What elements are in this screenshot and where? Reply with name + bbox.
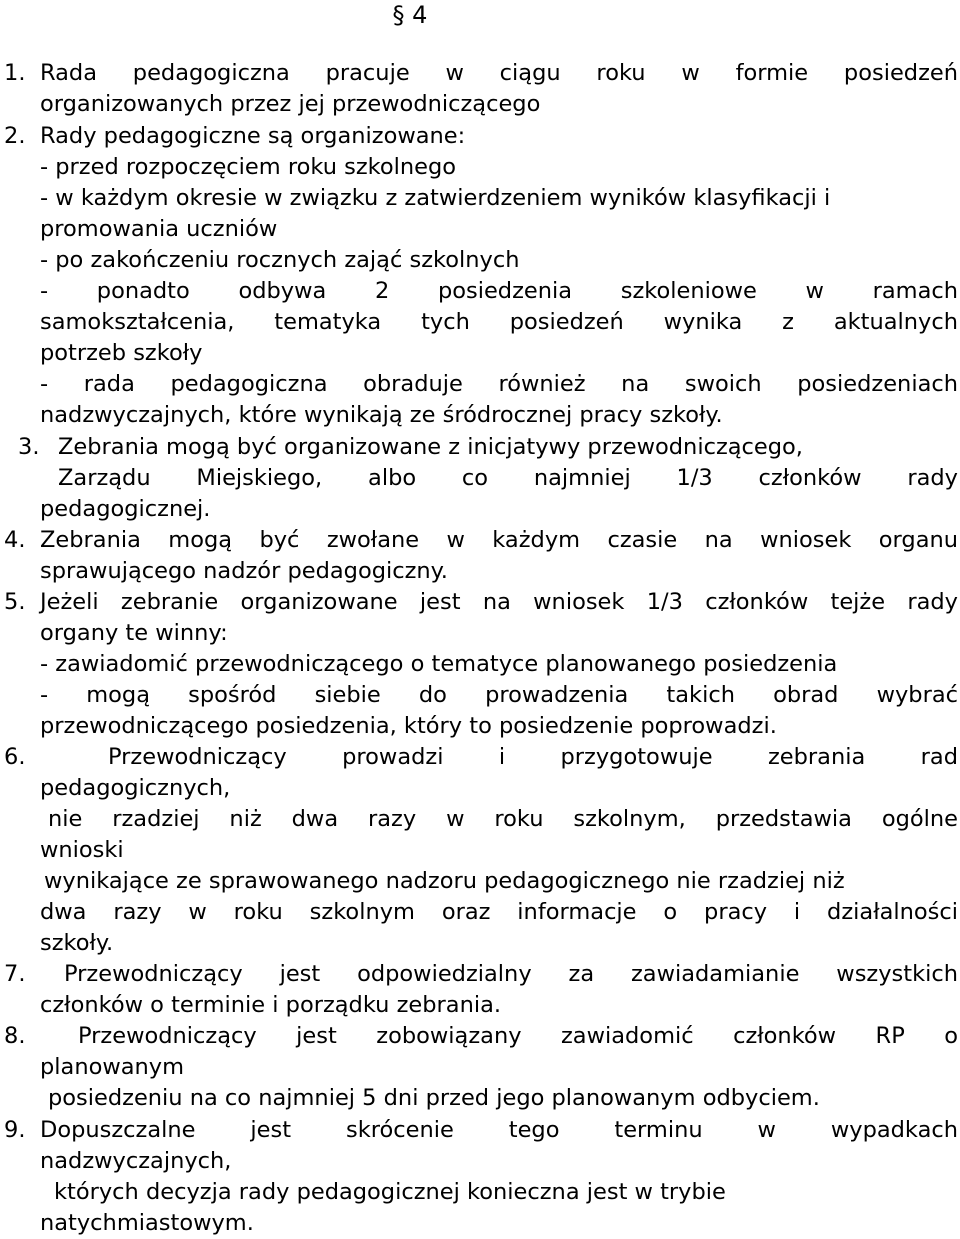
text-line: szkoły. — [40, 930, 114, 956]
text-line: Przewodniczący jest zobowiązany zawiadomić członków RP o — [78, 1023, 958, 1049]
text-line: Rady pedagogiczne są organizowane: — [40, 123, 466, 149]
text-line: promowania uczniów — [40, 216, 278, 242]
text-line: nadzwyczajnych, które wynikają ze śródrocznej pracy szkoły. — [40, 402, 723, 428]
text-line: - przed rozpoczęciem roku szkolnego — [40, 154, 457, 180]
text-line: planowanym — [40, 1054, 185, 1080]
item-number: 1. — [4, 60, 26, 86]
text-line: dwa razy w roku szkolnym oraz informacje o pracy i działalności — [40, 899, 958, 925]
text-line: nie rzadziej niż dwa razy w roku szkolnym, przedstawia ogólne — [48, 806, 958, 832]
item-number: 8. — [4, 1023, 26, 1049]
text-line: potrzeb szkoły — [40, 340, 203, 366]
text-line: pedagogicznej. — [40, 496, 211, 522]
text-line: Zebrania mogą być zwołane w każdym czasie na wniosek organu — [40, 527, 958, 553]
text-line: których decyzja rady pedagogicznej konieczna jest w trybie — [54, 1179, 726, 1205]
text-line: wnioski — [40, 837, 124, 863]
text-line: nadzwyczajnych, — [40, 1148, 232, 1174]
text-line: Jeżeli zebranie organizowane jest na wniosek 1/3 członków tejże rady — [40, 589, 958, 615]
text-line: - mogą spośród siebie do prowadzenia takich obrad wybrać — [40, 682, 958, 708]
text-line: natychmiastowym. — [40, 1210, 254, 1236]
text-line: Przewodniczący prowadzi i przygotowuje zebrania rad — [108, 744, 958, 770]
item-number: 6. — [4, 744, 26, 770]
text-line: posiedzeniu na co najmniej 5 dni przed jego planowanym odbyciem. — [48, 1085, 820, 1111]
text-line: - ponadto odbywa 2 posiedzenia szkoleniowe w ramach — [40, 278, 958, 304]
section-heading: § 4 — [392, 1, 428, 29]
text-line: sprawującego nadzór pedagogiczny. — [40, 558, 448, 584]
text-line: członków o terminie i porządku zebrania. — [40, 992, 502, 1018]
text-line: - po zakończeniu rocznych zająć szkolnych — [40, 247, 520, 273]
item-number: 3. — [18, 434, 40, 460]
text-line: - w każdym okresie w związku z zatwierdzeniem wyników klasyfikacji i — [40, 185, 831, 211]
text-line: Przewodniczący jest odpowiedzialny za zawiadamianie wszystkich — [64, 961, 958, 987]
text-line: Dopuszczalne jest skrócenie tego terminu w wypadkach — [40, 1117, 958, 1143]
text-line: organizowanych przez jej przewodniczącego — [40, 91, 541, 117]
text-line: przewodniczącego posiedzenia, który to posiedzenie poprowadzi. — [40, 713, 777, 739]
item-number: 7. — [4, 961, 26, 987]
item-number: 9. — [4, 1117, 26, 1143]
item-number: 2. — [4, 123, 26, 149]
item-number: 4. — [4, 527, 26, 553]
text-line: wynikające ze sprawowanego nadzoru pedagogicznego nie rzadziej niż — [44, 868, 845, 894]
item-number: 5. — [4, 589, 26, 615]
text-line: - rada pedagogiczna obraduje również na swoich posiedzeniach — [40, 371, 958, 397]
text-line: samokształcenia, tematyka tych posiedzeń wynika z aktualnych — [40, 309, 958, 335]
text-line: organy te winny: — [40, 620, 228, 646]
text-line: Rada pedagogiczna pracuje w ciągu roku w formie posiedzeń — [40, 60, 958, 86]
text-line: pedagogicznych, — [40, 775, 231, 801]
text-line: Zarządu Miejskiego, albo co najmniej 1/3 członków rady — [58, 465, 958, 491]
text-line: - zawiadomić przewodniczącego o tematyce planowanego posiedzenia — [40, 651, 838, 677]
text-line: Zebrania mogą być organizowane z inicjatywy przewodniczącego, — [58, 434, 803, 460]
